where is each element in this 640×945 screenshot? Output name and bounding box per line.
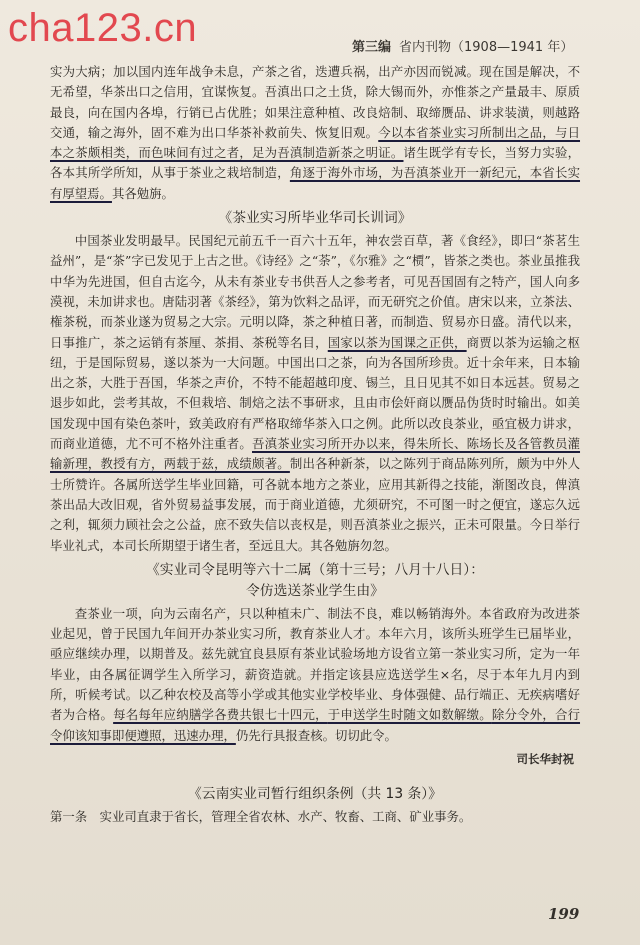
underlined-run: 角逐于海外市场，为吾滇茶业开一新纪元，本省长实有厚望焉。 bbox=[50, 165, 581, 201]
heading-line: 令仿选送茶业学生由》 bbox=[246, 582, 384, 599]
heading-line: 《实业司令昆明等六十二属（第十三号；八月十八日）： bbox=[145, 561, 485, 578]
running-head bbox=[352, 36, 624, 55]
text-run: 诸生既学有专长，当努力实验，各本其所学所知，从事于茶业之栽培制造， bbox=[50, 145, 581, 181]
text-run: 实为大病；加以国内连年战争未息，产茶之省，迭遭兵祸，出产亦因而锐减。现在国是解决，不无希望，华茶出口之信用，宜谋恢复。吾滇出口之土货，除大锡而外，亦惟茶之产量最丰、原质最良，向在国内各埠，行销已占优胜；如果注意种植、改良焙制、取缔赝品、讲求装潢，则越路交通，输之海外，固不难为出口华茶补救前失、恢复旧观。 bbox=[50, 64, 580, 140]
section-heading-order bbox=[50, 560, 580, 602]
underlined-run: 于申送学生时随文如数解缴。 bbox=[327, 707, 492, 723]
text-run: 商贾以茶为运输之枢纽，于是国际贸易，遂以茶为一大问题。中国出口之茶，向为各国所珍贵。近十余年来，日本输出之茶，大胜于吾国，华茶之声价，不特不能超越印度、锡兰，且日见其不如日本远甚。贸易之退步如此，尝考其故，不但栽培、制焙之法不事研求，且由市侩奸商以赝品伪货时时输出。如美国发现中国有染色茶叶，致美政府有严格取缔华茶入口之例。此所以改良茶业，亟宜极力讲求，而商业道德，尤不可不格外注重者。 bbox=[50, 334, 581, 452]
text-run: 其各勉旃。 bbox=[111, 185, 174, 201]
paragraph-order bbox=[50, 604, 580, 746]
text-run: 查茶业一项，向为云南名产，只以种植未广、制法不良，难以畅销海外。本省政府为改进茶业起见，曾于民国九年间开办茶业实习所，教育茶业人才。本年六月，该所头班学生已届毕业，亟应继续办理，以期普及。兹先就宜良县原有茶业试验场地方设省立第一茶业实习所，定为一年毕业，由各属征调学生入所学习，薪资造就。并指定该县应选送学生×名，尽于本年九月内到所，听候考试。以乙种农校及高等小学或其他实业学校毕业、身体强健、品行端正、无疾病嗜好者为合格。 bbox=[50, 605, 580, 723]
running-head-section: 第三编 bbox=[352, 40, 392, 55]
text-run: 仍先行具报查核。切切此令。 bbox=[235, 727, 397, 743]
paragraph-speech bbox=[50, 231, 580, 556]
underlined-run: 今以本省茶业实习所制出之品，与日本之茶颇相类，而色味间有过之者，足为吾滇制造新茶之明证。 bbox=[50, 124, 581, 161]
body-text bbox=[50, 62, 580, 827]
signature: 司长华封祝 bbox=[516, 751, 574, 766]
underlined-run: 每名每年应纳膳学各费共银七十四元， bbox=[113, 707, 328, 723]
section-heading-speech: 《茶业实习所毕业华司长训词》 bbox=[218, 210, 412, 227]
page-number: 199 bbox=[548, 905, 580, 923]
paragraph-article-one: 第一条 实业司直隶于省长，管理全省农林、水产、牧畜、工商、矿业事务。 bbox=[50, 808, 472, 824]
text-run: 中国茶业发明最早。民国纪元前五千一百六十五年，神农尝百草，著《食经》，即曰“茶茗生益州”，是“茶”字已发见于上古之世。《诗经》之“荼”，《尔雅》之“槚”，皆茶之类也。茶业虽推我中华为先进国，但自古迄今，从未有茶业专书供吾人之参考者，可见吾国固有之特产，国人向多漠视，未加讲求也。唐陆羽著《茶经》，第为饮料之品评，而无研究之价值。唐宋以来，立茶法、権茶税，而茶业遂为贸易之大宗。元明以降，茶之种植日著，而制造、贸易亦日盛。清代以来，日事推广，茶之运销有茶厘、茶捐、茶税等名目， bbox=[50, 233, 580, 350]
text-run: 制出各种新茶，以之陈列于商品陈列所，颇为中外人士所赞许。各属所送学生毕业回籍，可各就本地方之茶业，应用其新得之技能，渐图改良，俾滇茶出品大改旧观，省外贸易益事发展，而于商业道德，尤须研究，不可图一时之便宜，遂忘久远之利，辄须力顾社会之公益，庶不致失信以丧权是，则吾滇茶业之振兴，正未可限量。今日举行毕业礼式，本司长所期望于诸生者，至远且大。其各勉旃勿忽。 bbox=[50, 456, 581, 553]
underlined-run: 吾滇茶业实习所开办以来， bbox=[252, 436, 404, 452]
running-head-title: 省内刊物（1908—1941 年） bbox=[399, 40, 574, 55]
underlined-run: 国家以茶为国课之正供， bbox=[327, 334, 467, 350]
underlined-run: 得朱所长、陈场长及各管教员灌输新理，教授有方，两载于兹，成绩颇著。 bbox=[50, 436, 581, 472]
underlined-run: 除分令外，合行令仰该知事即便遵照，迅速办理， bbox=[50, 707, 581, 743]
paragraph-intro-continued bbox=[50, 62, 580, 204]
site-watermark: cha123.cn bbox=[8, 6, 198, 50]
section-heading-regulations: 《云南实业司暂行组织条例（共 13 条）》 bbox=[188, 785, 442, 802]
